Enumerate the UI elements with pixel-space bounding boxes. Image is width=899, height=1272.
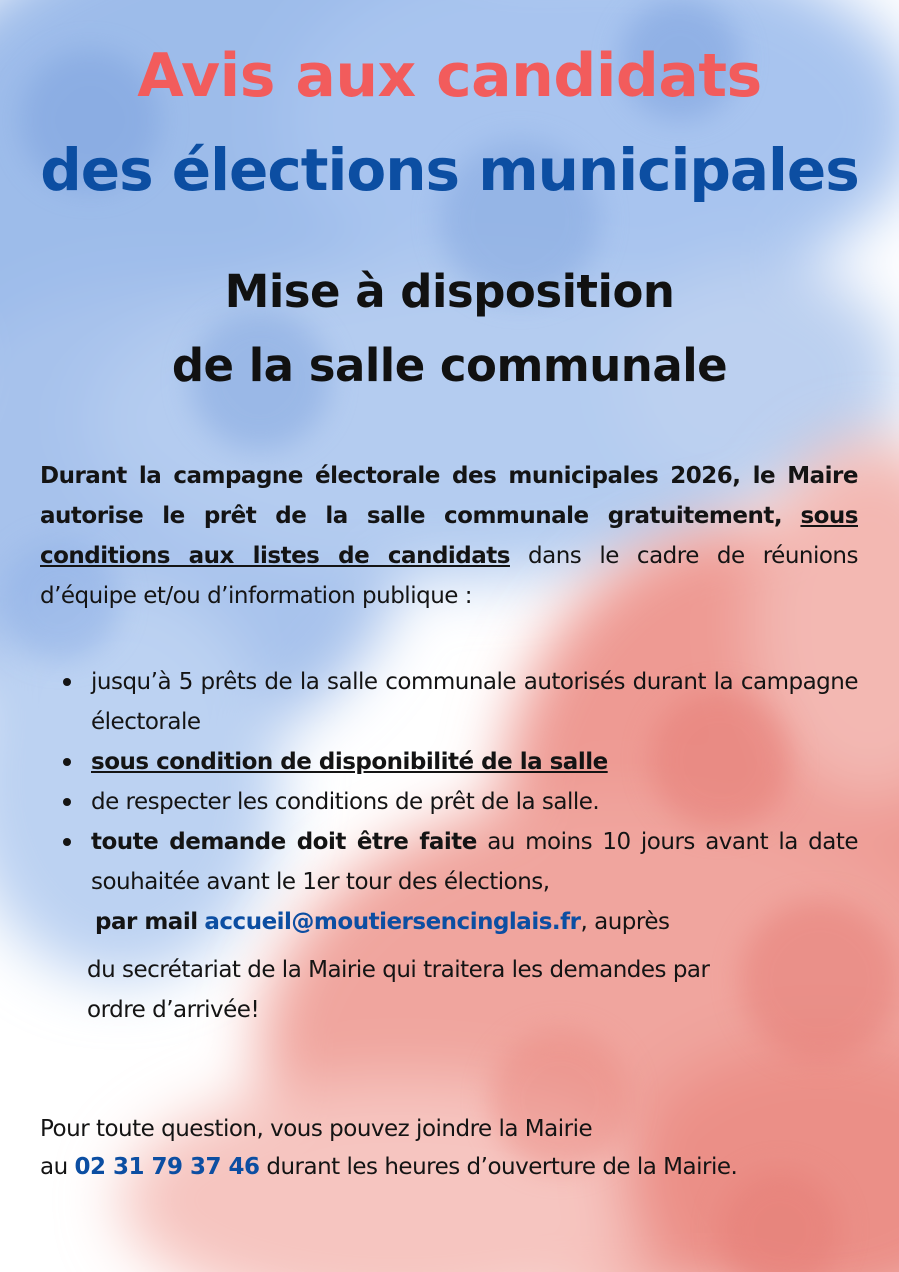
list-item — [40, 782, 858, 822]
list-item — [40, 662, 858, 742]
condition-2: sous condition de disponibilité de la salle — [91, 749, 608, 775]
subtitle-line-2: de la salle communale — [171, 339, 728, 392]
intro-underlined-text: sous conditions aux listes de candidats — [40, 503, 858, 569]
intro-rest-text: dans le cadre de réunions d’équipe et/ou d’information publique : — [40, 543, 858, 609]
footer-contact — [40, 1110, 870, 1186]
list-item — [40, 822, 858, 902]
condition-4-text: au moins 10 jours avant la date souhaitée avant le 1er tour des élections, — [91, 829, 859, 895]
footer-line-2 — [40, 1148, 870, 1186]
title-line-1: Avis aux candidats — [137, 41, 762, 111]
title-line-2: des élections municipales — [40, 136, 859, 204]
footer-prefix: au — [40, 1154, 68, 1180]
conditions-list — [40, 662, 858, 902]
email-address[interactable]: accueil@moutiersencinglais.fr — [204, 909, 581, 935]
after-email-text: , auprès — [580, 909, 670, 935]
intro-bold-text: Durant la campagne électorale des municipales 2026, le Maire autorise le prêt de la salle communale gratuitement, — [40, 463, 858, 529]
condition-3: de respecter les conditions de prêt de la salle. — [91, 789, 600, 815]
mail-label: par mail — [95, 909, 198, 935]
subtitle-line-1: Mise à disposition — [224, 265, 675, 318]
intro-paragraph — [40, 456, 858, 616]
list-item — [40, 742, 858, 782]
footer-suffix: durant les heures d’ouverture de la Mairie. — [266, 1154, 738, 1180]
arrival-order-line: ordre d’arrivée! — [87, 997, 260, 1023]
secretariat-line: du secrétariat de la Mairie qui traitera les demandes par — [87, 957, 710, 983]
condition-4-bold: toute demande doit être faite — [91, 829, 477, 855]
footer-line-1: Pour toute question, vous pouvez joindre la Mairie — [40, 1116, 593, 1142]
phone-number[interactable]: 02 31 79 37 46 — [74, 1154, 260, 1180]
condition-1: jusqu’à 5 prêts de la salle communale autorisés durant la campagne électorale — [91, 669, 858, 735]
mail-line — [95, 902, 885, 942]
